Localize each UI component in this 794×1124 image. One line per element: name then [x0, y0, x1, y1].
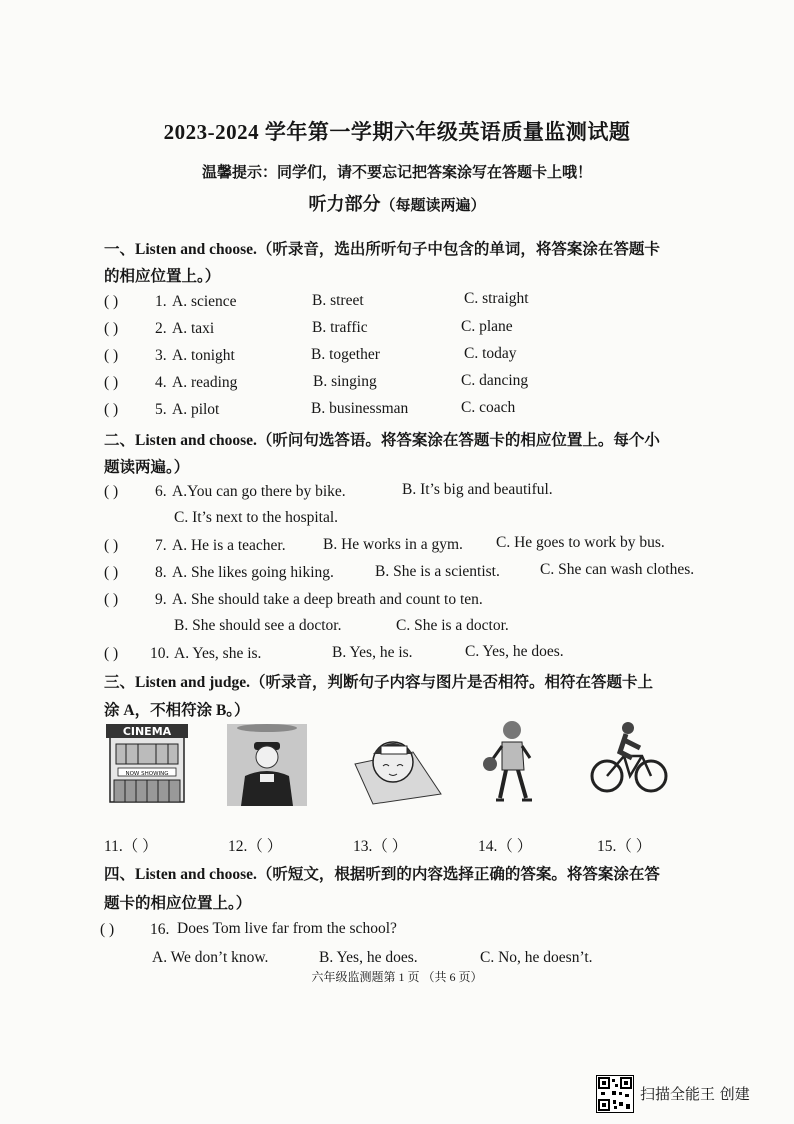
- q5-option-a: A. pilot: [172, 401, 220, 418]
- q7-option-b: B. He works in a gym.: [323, 536, 463, 553]
- blank-11: 11.（ ）: [104, 838, 158, 855]
- q7-number: 7.: [155, 537, 167, 554]
- q1-option-c: C. straight: [464, 290, 529, 307]
- q16-question: Does Tom live far from the school?: [177, 920, 397, 937]
- cinema-icon: [104, 722, 190, 804]
- q10-number: 10.: [150, 645, 170, 662]
- blank-15: 15.（ ）: [597, 838, 652, 855]
- q7-paren: ( ): [104, 537, 119, 554]
- cinema-picture: [104, 722, 190, 804]
- q8-number: 8.: [155, 564, 167, 581]
- q7-option-c: C. He goes to work by bus.: [496, 534, 665, 551]
- section-2-heading: 二、Listen and choose.（听问句选答语。将答案涂在答题卡的相应位置上。每个小: [104, 432, 660, 449]
- q10-paren: ( ): [104, 645, 119, 662]
- q10-option-b: B. Yes, he is.: [332, 644, 413, 661]
- section-1-heading-cont: 的相应位置上。）: [104, 268, 221, 285]
- q3-number: 3.: [155, 347, 167, 364]
- q3-option-b: B. together: [311, 346, 380, 363]
- q4-option-c: C. dancing: [461, 372, 529, 389]
- part-note: （每题读两遍）: [380, 198, 486, 214]
- section-1-heading: 一、Listen and choose.（听录音，选出所听句子中包含的单词，将答案涂在答题卡: [104, 241, 660, 258]
- q16-number: 16.: [150, 921, 170, 938]
- q5-option-c: C. coach: [461, 399, 516, 416]
- q3-paren: ( ): [104, 347, 119, 364]
- part-name: 听力部分: [308, 194, 381, 214]
- q4-option-a: A. reading: [172, 374, 238, 391]
- basketball-picture: [478, 718, 548, 804]
- q4-number: 4.: [155, 374, 167, 391]
- warm-tip: 温馨提示：同学们，请不要忘记把答案涂写在答题卡上哦！: [201, 165, 592, 181]
- sick-child-picture: [353, 724, 443, 806]
- q3-option-c: C. today: [464, 345, 517, 362]
- section-2-heading-cont: 题读两遍。）: [104, 459, 190, 476]
- qr-code-icon: [596, 1075, 634, 1113]
- q6-option-a: A.You can go there by bike.: [172, 483, 346, 500]
- scanner-watermark: 扫描全能王 创建: [640, 1085, 750, 1103]
- q4-paren: ( ): [104, 374, 119, 391]
- police-officer-icon: [227, 724, 307, 806]
- q9-paren: ( ): [104, 591, 119, 608]
- q9-number: 9.: [155, 591, 167, 608]
- cycling-picture: [590, 718, 668, 796]
- q3-option-a: A. tonight: [172, 347, 235, 364]
- q16-option-a: A. We don’t know.: [152, 949, 269, 966]
- q1-option-b: B. street: [312, 292, 364, 309]
- basketball-player-icon: [478, 718, 548, 804]
- q6-option-c: C. It’s next to the hospital.: [174, 509, 339, 526]
- sick-child-icon: [353, 724, 443, 806]
- q5-paren: ( ): [104, 401, 119, 418]
- q8-paren: ( ): [104, 564, 119, 581]
- q10-option-a: A. Yes, she is.: [174, 645, 262, 662]
- q5-option-b: B. businessman: [311, 400, 409, 417]
- q9-option-b: B. She should see a doctor.: [174, 617, 342, 634]
- q9-option-c: C. She is a doctor.: [396, 617, 509, 634]
- q8-option-a: A. She likes going hiking.: [172, 564, 334, 581]
- section-4-heading-cont: 题卡的相应位置上。）: [104, 895, 252, 912]
- blank-13: 13.（ ）: [353, 838, 408, 855]
- part-heading: [0, 190, 794, 216]
- cinema-banner: NOW SHOWING: [125, 771, 169, 777]
- q2-paren: ( ): [104, 320, 119, 337]
- q16-paren: ( ): [100, 921, 115, 938]
- exam-title: 2023-2024 学年第一学期六年级英语质量监测试题: [163, 120, 631, 144]
- cyclist-icon: [590, 718, 668, 796]
- q16-option-c: C. No, he doesn’t.: [480, 949, 593, 966]
- q6-paren: ( ): [104, 483, 119, 500]
- q4-option-b: B. singing: [313, 373, 377, 390]
- q2-option-b: B. traffic: [312, 319, 368, 336]
- q2-number: 2.: [155, 320, 167, 337]
- cinema-sign: CINEMA: [122, 725, 172, 738]
- section-4-heading: 四、Listen and choose.（听短文，根据听到的内容选择正确的答案。将答案涂在答: [104, 866, 660, 883]
- q6-option-b: B. It’s big and beautiful.: [402, 481, 553, 498]
- q8-option-b: B. She is a scientist.: [375, 563, 500, 580]
- blank-12: 12.（ ）: [228, 838, 283, 855]
- pilot-picture: [227, 724, 307, 806]
- q7-option-a: A. He is a teacher.: [172, 537, 286, 554]
- q2-option-a: A. taxi: [172, 320, 215, 337]
- q1-number: 1.: [155, 293, 167, 310]
- section-3-heading-cont: 涂 A，不相符涂 B。）: [104, 702, 250, 719]
- q6-number: 6.: [155, 483, 167, 500]
- page-footer: 六年级监测题第 1 页 （共 6 页）: [311, 970, 483, 984]
- section-3-heading: 三、Listen and judge.（听录音，判断句子内容与图片是否相符。相符在答题卡上: [104, 674, 653, 691]
- q8-option-c: C. She can wash clothes.: [540, 561, 695, 578]
- q16-option-b: B. Yes, he does.: [319, 949, 418, 966]
- q1-option-a: A. science: [172, 293, 237, 310]
- blank-14: 14.（ ）: [478, 838, 533, 855]
- q9-option-a: A. She should take a deep breath and count to ten.: [172, 591, 483, 608]
- q10-option-c: C. Yes, he does.: [465, 643, 564, 660]
- q1-paren: ( ): [104, 293, 119, 310]
- q2-option-c: C. plane: [461, 318, 513, 335]
- q5-number: 5.: [155, 401, 167, 418]
